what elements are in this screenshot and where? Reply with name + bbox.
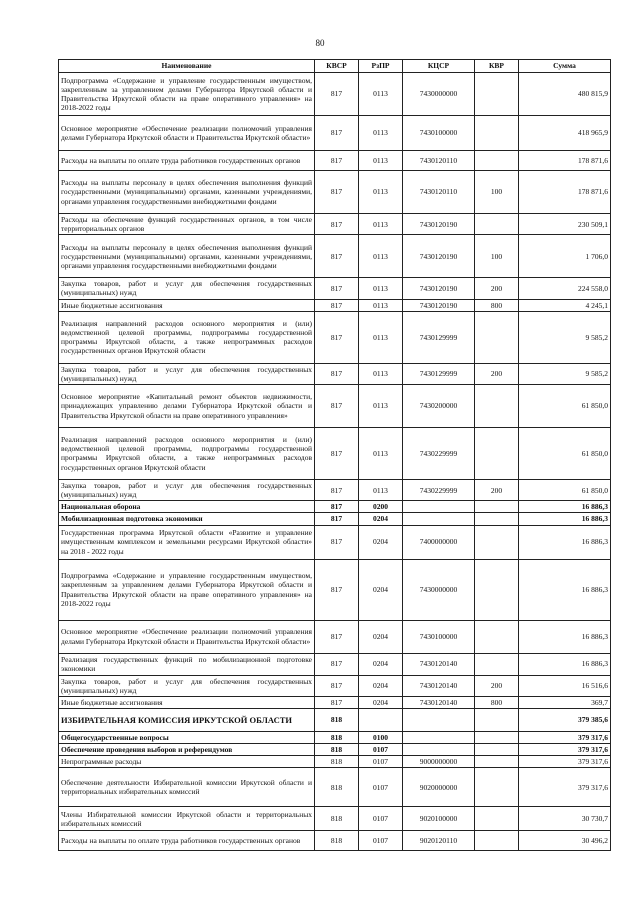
- cell-kvsr: 817: [315, 501, 359, 513]
- cell-rzpr: 0113: [359, 311, 403, 363]
- cell-name: Расходы на выплаты персоналу в целях обеспечения выполнения функций государственными (муниципальными) органами, казенными учреждениями, органами управления государственными внебюджетными фондами: [59, 171, 315, 214]
- cell-kvr: [475, 620, 519, 653]
- cell-sum: 230 509,1: [519, 214, 611, 235]
- header-kvsr: КВСР: [315, 60, 359, 73]
- cell-name: Реализация направлений расходов основного мероприятия и (или) ведомственной целевой программы, подпрограммы государственной программы Иркутской области, а также непрограммных расходов государственных органов Иркутской области: [59, 311, 315, 363]
- cell-kvsr: 817: [315, 311, 359, 363]
- cell-name: Иные бюджетные ассигнования: [59, 299, 315, 311]
- cell-name: Обеспечение проведения выборов и референдумов: [59, 744, 315, 756]
- cell-sum: 480 815,9: [519, 73, 611, 116]
- cell-kvsr: 818: [315, 731, 359, 743]
- table-row: [59, 151, 611, 171]
- cell-name: Основное мероприятие «Обеспечение реализации полномочий управления делами Губернатора Иркутской области и Правительства Иркутской области»: [59, 116, 315, 151]
- table-row: [59, 768, 611, 807]
- cell-name: Непрограммные расходы: [59, 756, 315, 768]
- cell-name: Основное мероприятие «Обеспечение реализации полномочий управления делами Губернатора Иркутской области и Правительства Иркутской области»: [59, 620, 315, 653]
- cell-kvsr: 817: [315, 299, 359, 311]
- table-row: [59, 831, 611, 851]
- cell-rzpr: 0204: [359, 559, 403, 620]
- cell-name: Реализация направлений расходов основного мероприятия и (или) ведомственной целевой программы, подпрограммы государственной программы Иркутской области, а также непрограммных расходов государственных органов Иркутской области: [59, 427, 315, 479]
- cell-name: Расходы на обеспечение функций государственных органов, в том числе территориальных органов: [59, 214, 315, 235]
- cell-name: Члены Избирательной комиссии Иркутской области и территориальных избирательных комиссий: [59, 807, 315, 831]
- cell-kcsr: 7430129999: [403, 311, 475, 363]
- cell-kvr: [475, 831, 519, 851]
- cell-kcsr: 7430229999: [403, 427, 475, 479]
- cell-name: Национальная оборона: [59, 501, 315, 513]
- cell-sum: 379 317,6: [519, 744, 611, 756]
- cell-rzpr: 0113: [359, 479, 403, 500]
- cell-sum: 16 886,3: [519, 525, 611, 559]
- cell-rzpr: 0113: [359, 151, 403, 171]
- cell-kvsr: 817: [315, 696, 359, 708]
- header-kvr: КВР: [475, 60, 519, 73]
- table-row: [59, 479, 611, 500]
- cell-sum: 16 886,3: [519, 501, 611, 513]
- cell-kvr: 800: [475, 696, 519, 708]
- cell-sum: 16 886,3: [519, 653, 611, 675]
- cell-rzpr: 0113: [359, 214, 403, 235]
- cell-kvsr: 817: [315, 116, 359, 151]
- cell-kvsr: 817: [315, 653, 359, 675]
- cell-name: Закупка товаров, работ и услуг для обеспечения государственных (муниципальных) нужд: [59, 278, 315, 299]
- cell-kcsr: 7430200000: [403, 384, 475, 427]
- cell-rzpr: 0200: [359, 501, 403, 513]
- cell-kcsr: 7430100000: [403, 116, 475, 151]
- cell-name: Расходы на выплаты по оплате труда работников государственных органов: [59, 151, 315, 171]
- cell-sum: 16 886,3: [519, 513, 611, 525]
- cell-sum: 61 850,0: [519, 427, 611, 479]
- budget-table: [58, 59, 611, 851]
- cell-kvsr: 818: [315, 756, 359, 768]
- cell-kvsr: 817: [315, 235, 359, 278]
- cell-kvr: 200: [475, 675, 519, 696]
- cell-kvr: [475, 214, 519, 235]
- cell-sum: 369,7: [519, 696, 611, 708]
- table-row: [59, 696, 611, 708]
- cell-kcsr: 7430120190: [403, 299, 475, 311]
- table-row: [59, 744, 611, 756]
- cell-kvr: [475, 756, 519, 768]
- table-row: [59, 731, 611, 743]
- cell-kvsr: 817: [315, 620, 359, 653]
- cell-name: Закупка товаров, работ и услуг для обеспечения государственных (муниципальных) нужд: [59, 675, 315, 696]
- cell-kvsr: 817: [315, 73, 359, 116]
- cell-sum: 30 496,2: [519, 831, 611, 851]
- cell-kvsr: 817: [315, 214, 359, 235]
- cell-kvr: [475, 807, 519, 831]
- table-row: [59, 73, 611, 116]
- cell-rzpr: 0204: [359, 675, 403, 696]
- cell-kvr: [475, 513, 519, 525]
- cell-kcsr: 7430120140: [403, 653, 475, 675]
- cell-kcsr: 7430229999: [403, 479, 475, 500]
- cell-kcsr: 9020100000: [403, 807, 475, 831]
- table-row: [59, 299, 611, 311]
- cell-sum: 379 317,6: [519, 768, 611, 807]
- cell-kvr: [475, 559, 519, 620]
- cell-sum: 224 558,0: [519, 278, 611, 299]
- table-row: [59, 363, 611, 384]
- cell-rzpr: 0107: [359, 744, 403, 756]
- table-header: [59, 60, 611, 73]
- cell-rzpr: 0107: [359, 756, 403, 768]
- cell-rzpr: 0100: [359, 731, 403, 743]
- table-row: [59, 171, 611, 214]
- cell-kvr: [475, 708, 519, 731]
- cell-sum: 379 317,6: [519, 756, 611, 768]
- cell-sum: 61 850,0: [519, 384, 611, 427]
- cell-kcsr: 7430120140: [403, 675, 475, 696]
- cell-rzpr: 0113: [359, 278, 403, 299]
- cell-kcsr: [403, 513, 475, 525]
- cell-kcsr: 9000000000: [403, 756, 475, 768]
- cell-kcsr: 7430120190: [403, 235, 475, 278]
- page-number: 80: [315, 38, 325, 48]
- cell-kvr: [475, 653, 519, 675]
- cell-rzpr: 0204: [359, 525, 403, 559]
- cell-kvr: 200: [475, 479, 519, 500]
- cell-kvsr: 818: [315, 768, 359, 807]
- table-row: [59, 513, 611, 525]
- cell-kcsr: 7430120110: [403, 151, 475, 171]
- cell-rzpr: 0107: [359, 807, 403, 831]
- table-row: [59, 559, 611, 620]
- cell-kvsr: 817: [315, 171, 359, 214]
- cell-kcsr: 7430100000: [403, 620, 475, 653]
- table-row: [59, 525, 611, 559]
- cell-kvsr: 818: [315, 708, 359, 731]
- table-row: [59, 116, 611, 151]
- cell-kvr: [475, 525, 519, 559]
- table-row: [59, 620, 611, 653]
- header-rzpr: РзПР: [359, 60, 403, 73]
- cell-kcsr: [403, 731, 475, 743]
- cell-kvr: 800: [475, 299, 519, 311]
- cell-name: Расходы на выплаты персоналу в целях обеспечения выполнения функций государственными (муниципальными) органами, казенными учреждениями, органами управления государственными внебюджетными фондами: [59, 235, 315, 278]
- cell-rzpr: 0107: [359, 768, 403, 807]
- cell-kvr: 100: [475, 171, 519, 214]
- cell-name: ИЗБИРАТЕЛЬНАЯ КОМИССИЯ ИРКУТСКОЙ ОБЛАСТИ: [59, 708, 315, 731]
- table-row: [59, 278, 611, 299]
- cell-name: Расходы на выплаты по оплате труда работников государственных органов: [59, 831, 315, 851]
- cell-sum: 4 245,1: [519, 299, 611, 311]
- cell-kvr: [475, 384, 519, 427]
- cell-rzpr: 0113: [359, 384, 403, 427]
- cell-rzpr: [359, 708, 403, 731]
- cell-name: Подпрограмма «Содержание и управление государственным имуществом, закрепленным за управлением делами Губернатора Иркутской области и Правительства Иркутской области на праве оперативного управления» на 2018-2022 годы: [59, 559, 315, 620]
- table-row: [59, 214, 611, 235]
- cell-kvr: [475, 744, 519, 756]
- cell-kvr: 200: [475, 363, 519, 384]
- table-row: [59, 653, 611, 675]
- cell-sum: 418 965,9: [519, 116, 611, 151]
- cell-kvr: [475, 501, 519, 513]
- cell-kcsr: [403, 501, 475, 513]
- cell-kcsr: 7430120190: [403, 214, 475, 235]
- cell-kvsr: 817: [315, 525, 359, 559]
- cell-sum: 30 730,7: [519, 807, 611, 831]
- cell-name: Основное мероприятие «Капитальный ремонт объектов недвижимости, принадлежащих управлению делами Губернатора Иркутской области и Правительства Иркутской области на праве оперативного управления»: [59, 384, 315, 427]
- table-body: [59, 73, 611, 851]
- cell-rzpr: 0204: [359, 620, 403, 653]
- cell-kcsr: 7430120110: [403, 171, 475, 214]
- table-row: [59, 807, 611, 831]
- cell-rzpr: 0113: [359, 73, 403, 116]
- cell-rzpr: 0113: [359, 427, 403, 479]
- cell-kcsr: 7430000000: [403, 73, 475, 116]
- table-row: [59, 708, 611, 731]
- cell-kvsr: 817: [315, 559, 359, 620]
- cell-kvsr: 817: [315, 278, 359, 299]
- table-row: [59, 501, 611, 513]
- table-row: [59, 311, 611, 363]
- cell-sum: 379 385,6: [519, 708, 611, 731]
- cell-sum: 178 871,6: [519, 171, 611, 214]
- header-kcsr: КЦСР: [403, 60, 475, 73]
- cell-sum: 61 850,0: [519, 479, 611, 500]
- cell-sum: 16 516,6: [519, 675, 611, 696]
- cell-kvr: [475, 151, 519, 171]
- cell-kcsr: 7430120140: [403, 696, 475, 708]
- cell-kvr: [475, 427, 519, 479]
- cell-sum: 9 585,2: [519, 311, 611, 363]
- cell-kvr: [475, 768, 519, 807]
- cell-kvsr: 817: [315, 363, 359, 384]
- cell-kvr: [475, 311, 519, 363]
- cell-kvr: 200: [475, 278, 519, 299]
- header-sum: Сумма: [519, 60, 611, 73]
- cell-kvsr: 817: [315, 384, 359, 427]
- table-row: [59, 675, 611, 696]
- cell-kvr: 100: [475, 235, 519, 278]
- cell-rzpr: 0204: [359, 653, 403, 675]
- cell-kcsr: 7430129999: [403, 363, 475, 384]
- cell-name: Общегосударственные вопросы: [59, 731, 315, 743]
- table-row: [59, 756, 611, 768]
- cell-kvsr: 818: [315, 807, 359, 831]
- table-row: [59, 384, 611, 427]
- cell-kvr: [475, 73, 519, 116]
- cell-kvr: [475, 116, 519, 151]
- cell-rzpr: 0113: [359, 363, 403, 384]
- cell-name: Подпрограмма «Содержание и управление государственным имуществом, закрепленным за управлением делами Губернатора Иркутской области и Правительства Иркутской области на праве оперативного управления» на 2018-2022 годы: [59, 73, 315, 116]
- cell-kcsr: 9020000000: [403, 768, 475, 807]
- cell-sum: 16 886,3: [519, 620, 611, 653]
- cell-rzpr: 0113: [359, 299, 403, 311]
- cell-sum: 178 871,6: [519, 151, 611, 171]
- cell-kvsr: 817: [315, 513, 359, 525]
- table-row: [59, 235, 611, 278]
- cell-name: Государственная программа Иркутской области «Развитие и управление имущественным комплексом и земельными ресурсами Иркутской области» на 2018 - 2022 годы: [59, 525, 315, 559]
- cell-kcsr: 7430120190: [403, 278, 475, 299]
- cell-name: Закупка товаров, работ и услуг для обеспечения государственных (муниципальных) нужд: [59, 479, 315, 500]
- header-name: Наименование: [59, 60, 315, 73]
- cell-name: Реализация государственных функций по мобилизационной подготовке экономики: [59, 653, 315, 675]
- cell-sum: 16 886,3: [519, 559, 611, 620]
- cell-sum: 1 706,0: [519, 235, 611, 278]
- cell-sum: 379 317,6: [519, 731, 611, 743]
- cell-rzpr: 0204: [359, 696, 403, 708]
- cell-kcsr: 7430000000: [403, 559, 475, 620]
- cell-rzpr: 0107: [359, 831, 403, 851]
- cell-kvsr: 817: [315, 151, 359, 171]
- cell-rzpr: 0113: [359, 235, 403, 278]
- cell-sum: 9 585,2: [519, 363, 611, 384]
- cell-rzpr: 0113: [359, 171, 403, 214]
- cell-kvsr: 817: [315, 427, 359, 479]
- cell-name: Иные бюджетные ассигнования: [59, 696, 315, 708]
- cell-name: Обеспечение деятельности Избирательной комиссии Иркутской области и территориальных избирательных комиссий: [59, 768, 315, 807]
- cell-kvr: [475, 731, 519, 743]
- cell-kcsr: 9020120110: [403, 831, 475, 851]
- cell-name: Закупка товаров, работ и услуг для обеспечения государственных (муниципальных) нужд: [59, 363, 315, 384]
- cell-kvsr: 818: [315, 744, 359, 756]
- cell-rzpr: 0113: [359, 116, 403, 151]
- cell-kvsr: 817: [315, 479, 359, 500]
- cell-kvsr: 817: [315, 675, 359, 696]
- cell-kvsr: 818: [315, 831, 359, 851]
- cell-kcsr: 7400000000: [403, 525, 475, 559]
- cell-kcsr: [403, 744, 475, 756]
- cell-rzpr: 0204: [359, 513, 403, 525]
- cell-name: Мобилизационная подготовка экономики: [59, 513, 315, 525]
- cell-kcsr: [403, 708, 475, 731]
- table-row: [59, 427, 611, 479]
